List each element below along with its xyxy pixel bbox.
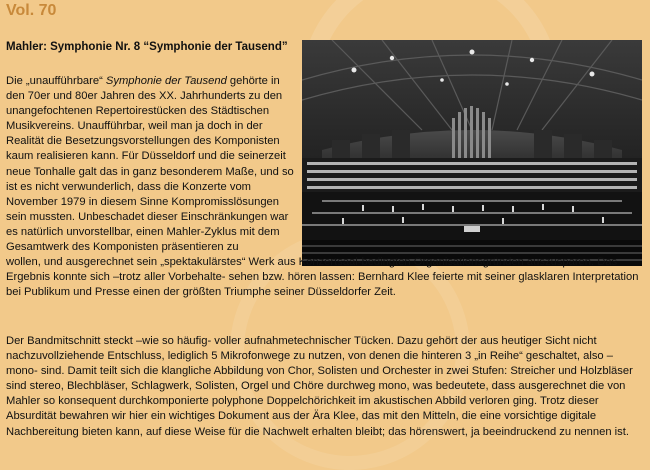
recording-paragraph: Der Bandmitschnitt steckt –wie so häufig- voller aufnahmetechnischer Tücken. Dazu gehört der aus heutiger Sicht nicht nachzuvollziehende Entschluss, lediglich 5 Mikrofonwege zu nutzen, von denen die hinteren 3 „in Reihe“ geschaltet, also –mono- sind. Damit teilt sich die klangliche Abbildung von Chor, Solisten und Orchester in zwei Stufen: Streicher und Holzbläser sind stereo, Blechbläser, Schlagwerk, Solisten, Orgel und Chöre durchweg mono, was bedeutete, dass ausgerechnet die von Mahler so konsequent durchkomponierte polyphone Doppelchörichkeit im akustischen Abbild verloren ging. Trotz dieser Absurdität bewahren wir hier ein wichtiges Dokument aus der Ära Klee, das mit den Mitteln, die eine vorsichtige digitale Nachbereitung bieten kann, auf diese Weise für die Nachwelt erhalten bleibt; das hörenswert, ja beeindruckend zu nennen ist.: [6, 335, 633, 438]
intro-paragraph: [6, 74, 644, 300]
volume-label: Vol. 70: [6, 2, 57, 19]
intro-wide-text: wollen, und ausgerechnet sein „spektakulärstes“ Werk aus Konzertsaal-bedingten Organisationsgründen auszusparen. Das Ergebnis konnte sich –trotz aller Vorbehalte- sehen bzw. hören lassen: Bernhard Klee feierte mit seiner glasklaren Interpretation bei Publikum und Presse einen der größten Triumphe seiner Düsseldorfer Zeit.: [6, 256, 639, 299]
symphony-title-italic: Symphonie der Tausend: [105, 75, 227, 87]
intro-narrow-text: Die „unaufführbare“ Symphonie der Tausend gehörte in den 70er und 80er Jahren des XX. Jahrhunderts zu den unangefochtenen Repertoirestücken des Städtischen Musikvereins. Unaufführbar, weil man ja doch in der Realität die Besetzungsvorstellungen des Komponisten kaum realisieren kann. Für Düsseldorf und die seinerzeit neue Tonhalle galt das in ganz besonderem Maße, und so ist es nicht verwunderlich, dass die Konzerte vom November 1979 in diesem Sinne Kompromisslösungen sein mussten. Unbeschadet dieser Einschränkungen war es natürlich unvorstellbar, einen Mahler-Zyklus mit dem Gesamtwerk des Komponisten präsentieren zu: [6, 75, 294, 254]
page-title: Mahler: Symphonie Nr. 8 “Symphonie der Tausend”: [6, 41, 288, 53]
